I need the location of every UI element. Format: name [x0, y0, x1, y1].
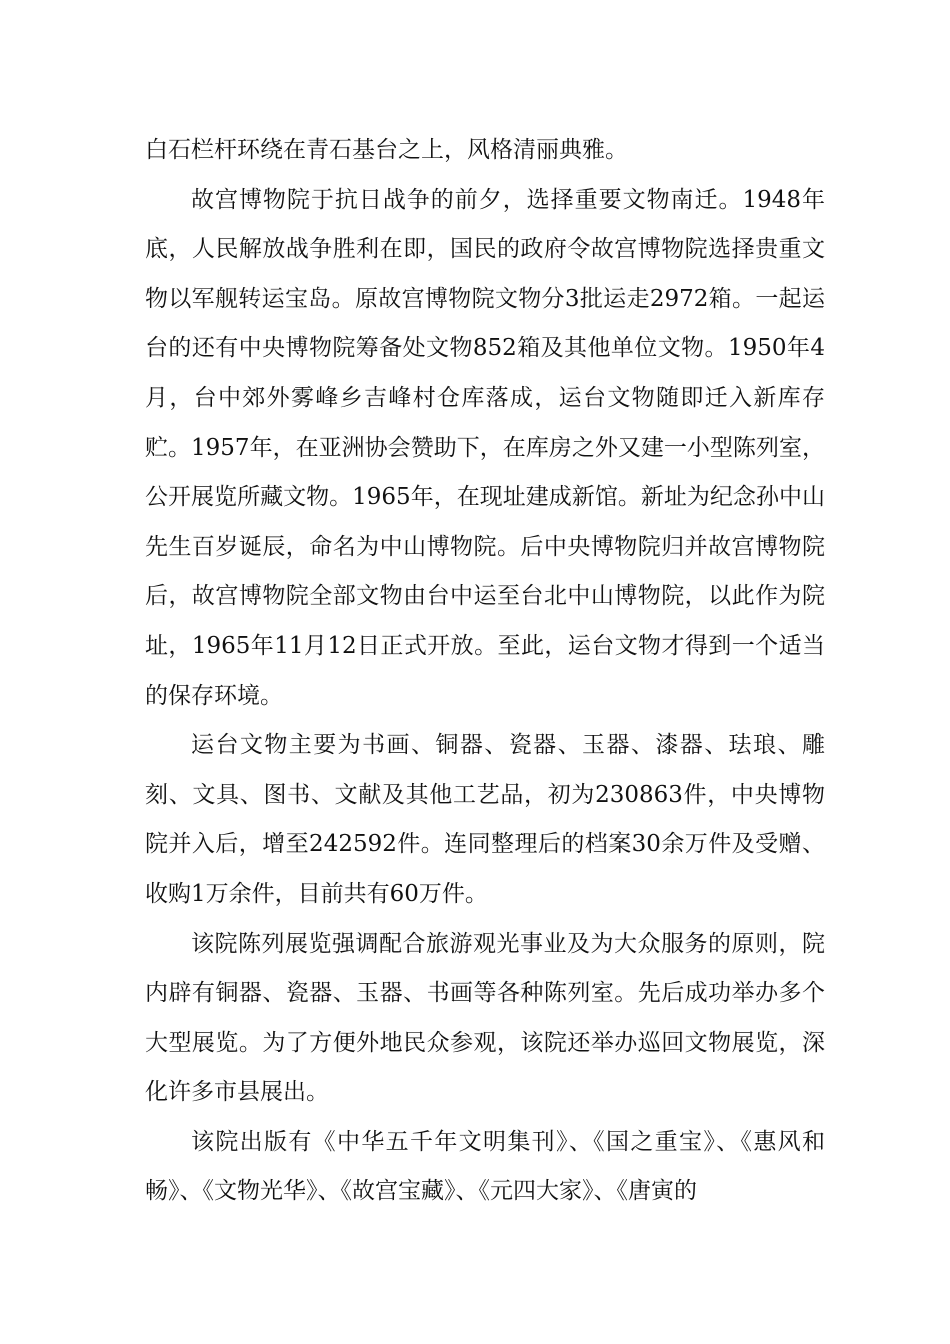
paragraph-continued: 白石栏杆环绕在青石基台之上，风格清丽典雅。: [145, 137, 628, 163]
document-body: [145, 126, 825, 1217]
paragraph-exhibitions: 该院陈列展览强调配合旅游观光事业及为大众服务的原则，院内辟有铜器、瓷器、玉器、书画等各种陈列室。先后成功举办多个大型展览。为了方便外地民众参观，该院还举办巡回文物展览，深化许多市县展出。: [145, 930, 825, 1106]
paragraph-collection-size: 运台文物主要为书画、铜器、瓷器、玉器、漆器、珐琅、雕刻、文具、图书、文献及其他工艺品，初为230863件，中央博物院并入后，增至242592件。连同整理后的档案30余万件及受赠、收购1万余件，目前共有60万件。: [145, 732, 825, 907]
paragraph-relocation-history: 故宫博物院于抗日战争的前夕，选择重要文物南迁。1948年底，人民解放战争胜利在即，国民的政府令故宫博物院选择贵重文物以军舰转运宝岛。原故宫博物院文物分3批运走2972箱。一起运台的还有中央博物院筹备处文物852箱及其他单位文物。1950年4月，台中郊外雾峰乡吉峰村仓库落成，运台文物随即迁入新库存贮。1957年，在亚洲协会赞助下，在库房之外又建一小型陈列室，公开展览所藏文物。1965年，在现址建成新馆。新址为纪念孙中山先生百岁诞辰，命名为中山博物院。后中央博物院归并故宫博物院后，故宫博物院全部文物由台中运至台北中山博物院，以此作为院址，1965年11月12日正式开放。至此，运台文物才得到一个适当的保存环境。: [145, 186, 825, 709]
paragraph-publications: 该院出版有《中华五千年文明集刊》、《国之重宝》、《惠风和畅》、《文物光华》、《故宫宝藏》、《元四大家》、《唐寅的: [145, 1128, 825, 1205]
